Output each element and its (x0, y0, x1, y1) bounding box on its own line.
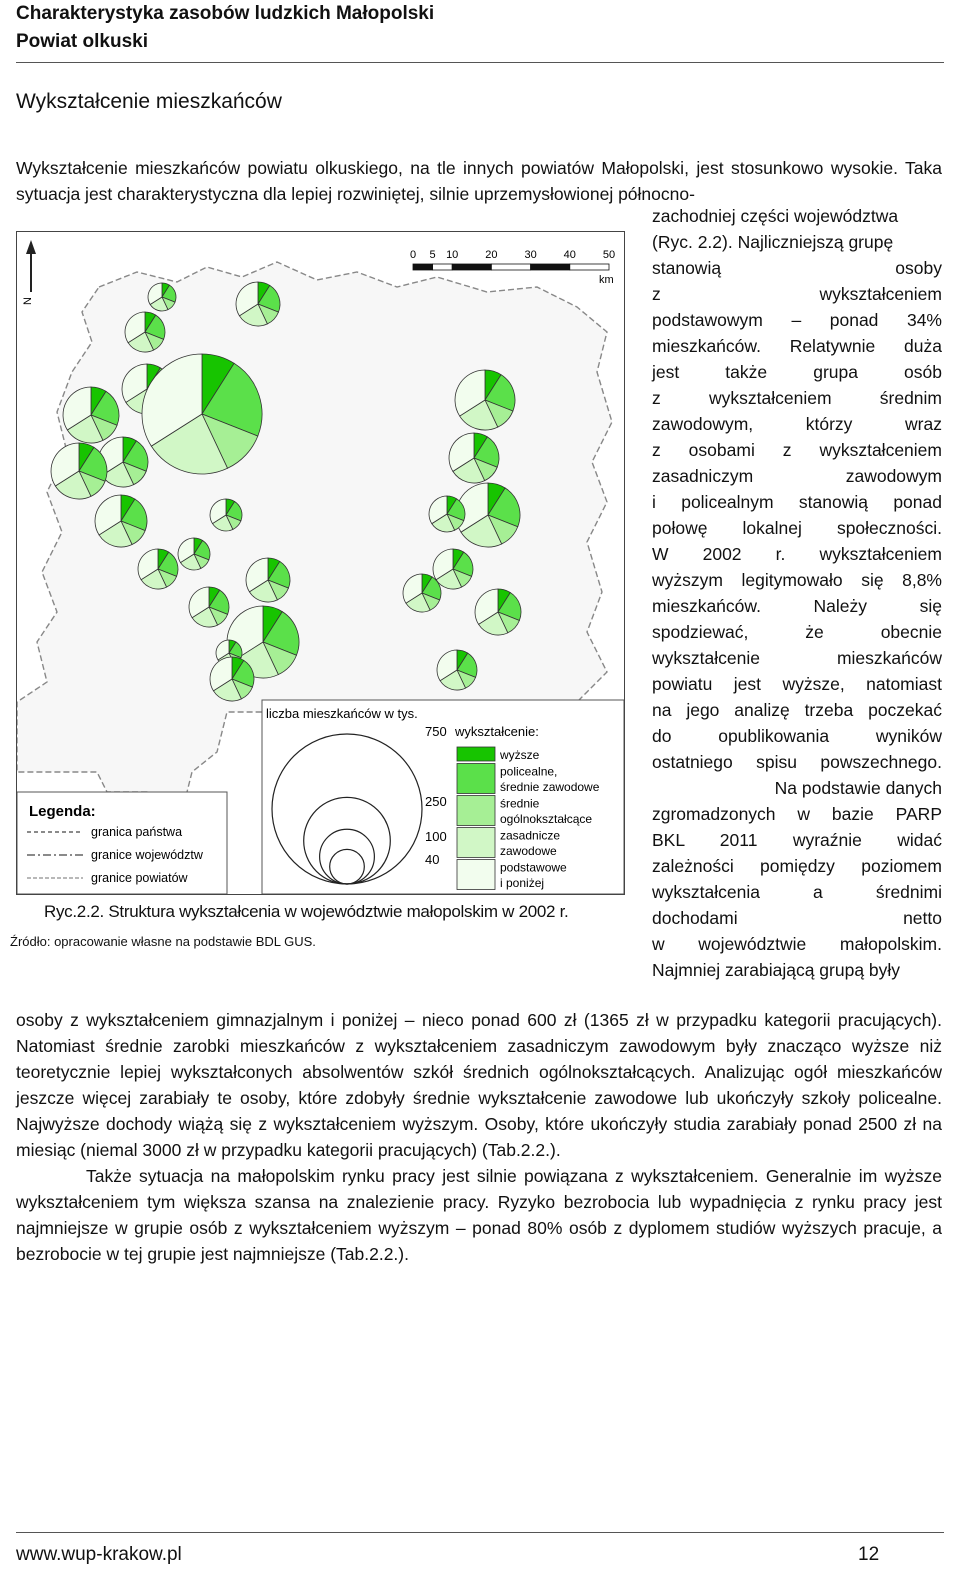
scale-segment (570, 264, 609, 270)
map-svg (17, 232, 624, 894)
right-column-line: połowę lokalnej społeczności. (652, 518, 942, 538)
right-column-line: podstawowym – ponad 34% (652, 310, 942, 330)
header-subtitle: Powiat olkuski (16, 31, 148, 52)
size-legend-value: 40 (425, 852, 440, 867)
right-column-line: z wykształceniem (652, 284, 942, 304)
scale-tick-label: 50 (602, 249, 616, 261)
boundary-label: granice powiatów (91, 871, 188, 885)
legend-title: Legenda: (29, 803, 96, 820)
right-column-line: W 2002 r. wykształceniem (652, 544, 942, 564)
scale-unit: km (599, 274, 614, 286)
page-header (16, 0, 944, 56)
scale-tick-label: 40 (563, 249, 576, 261)
boundary-label: granica państwa (91, 825, 183, 839)
size-legend-value: 100 (425, 829, 447, 844)
scale-tick-label: 30 (524, 249, 537, 261)
figure-source: Źródło: opracowanie własne na podstawie BDL GUS. (10, 934, 316, 949)
intro-paragraph: Wykształcenie mieszkańców powiatu olkuskiego, na tle innych powiatów Małopolski, jest stosunkowo wysokie. Taka sytuacja jest charakterystyczna dla lepiej rozwiniętej, silnie uprzemysłowionej północno- (16, 158, 942, 204)
header-divider (16, 62, 944, 63)
edu-legend-title: wykształcenie: (455, 724, 539, 739)
right-column-line: powiatu jest wyższe, natomiast (652, 674, 942, 694)
right-column-line: z wykształceniem średnim (652, 388, 942, 408)
right-column-line: jest także grupa osób (652, 362, 942, 382)
right-column-line: i policealnym stanowią ponad (652, 492, 942, 512)
right-column-line: dochodami netto (652, 908, 942, 928)
size-legend (262, 700, 624, 894)
right-column-line: zachodniej części województwa (652, 206, 899, 226)
right-column-line: ostatniego spisu powszechnego. (652, 752, 942, 772)
edu-legend-label: średnie zawodowe (500, 780, 600, 794)
right-column-line: wykształcenia a średnimi (652, 882, 942, 902)
lower-text (16, 1007, 942, 1267)
right-column-line: mieszkańców. Relatywnie duża (652, 336, 942, 356)
edu-legend-swatch (457, 860, 495, 890)
right-column-line: mieszkańców. Należy się (652, 596, 942, 616)
page-number: 12 (858, 1544, 880, 1565)
scale-segment (433, 264, 453, 270)
size-legend-value: 750 (425, 724, 447, 739)
right-column-line: spodziewać, że obecnie (652, 622, 942, 642)
right-column-line: Najmniej zarabiającą grupą były (652, 960, 901, 980)
right-column-line: zgromadzonych w bazie PARP (652, 804, 942, 824)
scale-segment (491, 264, 530, 270)
footer-url[interactable]: www.wup-krakow.pl (16, 1544, 182, 1565)
edu-legend-swatch (457, 796, 495, 826)
right-column-line: zasadniczym zawodowym (652, 466, 942, 486)
svg-text:N: N (22, 297, 34, 305)
right-column-line: Na podstawie danych (774, 778, 942, 798)
edu-legend-label: zawodowe (500, 844, 557, 858)
right-column-line: zależności pomiędzy poziomem (652, 856, 942, 876)
right-column-line: z osobami z wykształceniem (652, 440, 942, 460)
header-title: Charakterystyka zasobów ludzkich Małopolski (16, 3, 435, 24)
edu-legend-label: ogólnokształcące (500, 812, 593, 826)
edu-legend-label: średnie (500, 796, 540, 811)
scale-segment (531, 264, 570, 270)
edu-legend-label: wyższe (500, 748, 540, 762)
size-legend-value: 250 (425, 794, 447, 809)
scale-segment (452, 264, 491, 270)
right-column-line: do opublikowania wyników (652, 726, 942, 746)
size-legend-title: liczba mieszkańców w tys. (266, 706, 418, 721)
scale-tick-label: 5 (429, 249, 436, 261)
edu-legend-label: podstawowe (500, 860, 567, 875)
boundary-legend (17, 792, 227, 894)
right-column-text (652, 203, 942, 983)
right-column-line: stanowią osoby (652, 258, 942, 278)
paragraph-labour-market: Także sytuacja na małopolskim rynku pracy jest silnie powiązana z wykształceniem. Generalnie im wyższe wykształceniem tym większa szansa na znalezienie pracy. Ryzyko bezrobocia lub wypadnięcia z rynku pracy jest najmniejsze w grupie osób z wykształceniem wyższym – ponad 80% osób z dyplomem studiów wyższych pracuje, a bezrobocie w tej grupie jest najmniejsze (Tab.2.2.). (16, 1166, 942, 1264)
right-column-line: w województwie małopolskim. (652, 934, 942, 954)
edu-legend-label: zasadnicze (500, 828, 561, 843)
figure-caption: Ryc.2.2. Struktura wykształcenia w województwie małopolskim w 2002 r. (44, 902, 569, 921)
right-column-line: BKL 2011 wyraźnie widać (652, 830, 942, 850)
section-title: Wykształcenie mieszkańców (16, 90, 282, 113)
right-column-line: na jego analizę trzeba poczekać (652, 700, 942, 720)
scale-segment (413, 264, 433, 270)
right-column-line: wykształcenie mieszkańców (652, 648, 942, 668)
scale-tick-label: 20 (485, 249, 498, 261)
edu-legend-swatch (457, 747, 495, 761)
scale-tick-label: 0 (409, 249, 417, 261)
edu-legend-swatch (457, 828, 495, 858)
right-column-line: (Ryc. 2.2). Najliczniejszą grupę (652, 232, 894, 252)
edu-legend-swatch (457, 764, 495, 794)
scale-tick-label: 10 (446, 249, 459, 261)
edu-legend-label: policealne, (500, 764, 558, 779)
right-column-line: wyższym legitymowało się 8,8% (652, 570, 942, 590)
boundary-label: granice województw (91, 848, 203, 862)
right-column-line: zawodowym, którzy wraz (652, 414, 942, 434)
north-arrow-icon (22, 240, 36, 305)
paragraph-earnings: osoby z wykształceniem gimnazjalnym i poniżej – nieco ponad 600 zł (1365 zł w przypadku kategorii pracujących). Natomiast średnie zarobki mieszkańców z wykształceniem zasadniczym zawodowym były znacząco wyższe niż teoretycznie lepiej wykształconych absolwentów szkół średnich ogólnokształcących. Analizując ogół mieszkańców jeszcze więcej zarabiały te osoby, które zdobyły średnie wykształcenie zawodowe lub ukończyły szkoły policealne. Najwyższe dochody wiążą się z wykształceniem wyższym. Osoby, które ukończyły studia zarabiały ponad 2500 zł na miesiąc (niemal 3000 zł w przypadku kategorii pracujących) (Tab.2.2.). (16, 1010, 942, 1160)
edu-legend-label: i poniżej (500, 876, 545, 890)
map-figure (16, 231, 625, 895)
footer-divider (16, 1532, 944, 1533)
